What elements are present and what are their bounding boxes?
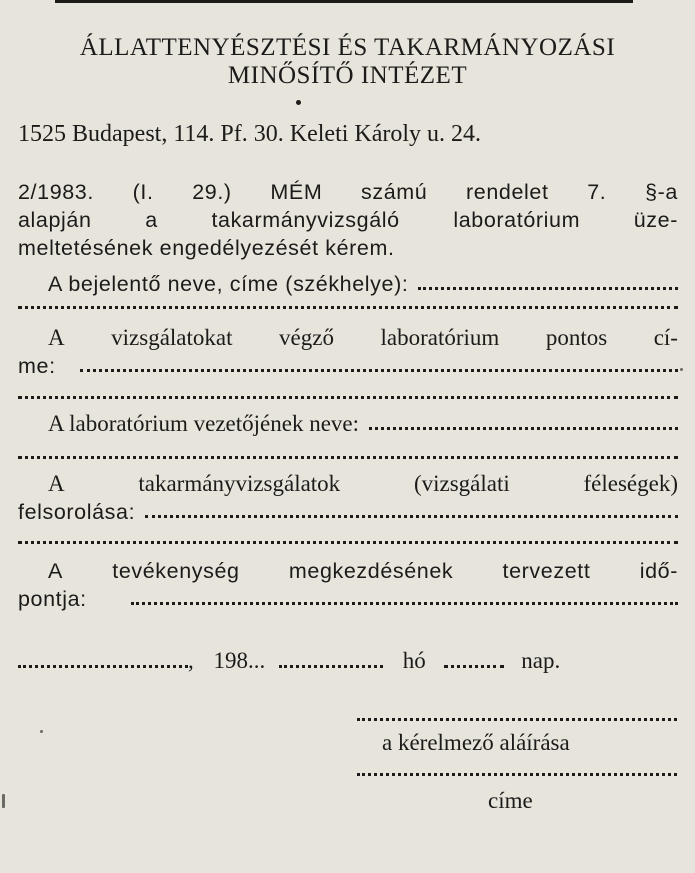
word: (vizsgálati [413,471,510,496]
lab-head-field[interactable] [18,410,678,438]
place-dotted-line[interactable] [18,665,188,668]
lab-address-dotted-line[interactable] [80,369,678,372]
word: vizsgálatokat [111,325,233,350]
intro-line-2 [18,206,678,234]
feed-tests-dotted-line[interactable] [145,515,678,518]
word: laboratórium [453,208,581,232]
lab-address-dotted-line-2[interactable] [18,396,678,399]
start-date-dotted-line[interactable] [131,602,678,605]
word: A [48,559,63,583]
word: takarmányvizsgálatok [138,471,341,496]
word: MÉM [270,180,323,204]
month-dotted-line[interactable] [279,665,383,668]
year: 198... [213,648,266,673]
word: A [48,471,65,496]
word: (I. [132,180,154,204]
start-date-label-end: pontja: [18,587,87,611]
lab-head-dotted-line-2[interactable] [18,456,678,459]
word: végző [279,325,334,350]
word: számú [361,180,428,204]
word: 29.) [192,180,232,204]
signature-dotted-line[interactable] [357,718,677,721]
word: rendelet [466,180,549,204]
word: pontos [545,325,608,350]
word: a [145,208,158,232]
word: A [48,325,65,350]
word: féleségek) [583,471,678,496]
address-caption: címe [488,788,533,813]
month-word: hó [402,648,426,673]
word: megkezdésének [288,559,454,583]
feed-tests-dotted-line-2[interactable] [18,541,678,544]
word: tervezett [502,559,591,583]
address-dotted-line[interactable] [357,773,677,776]
feed-tests-label-end: felsorolása: [18,500,136,524]
lab-head-dotted-line[interactable] [369,427,678,430]
institute-address: 1525 Budapest, 114. Pf. 30. Keleti Károly u. 24. [18,121,482,147]
word: takarmányvizsgáló [211,208,400,232]
date-line [18,648,560,674]
place-comma: , [188,648,194,673]
institute-title-line1: ÁLLATTENYÉSZTÉSI ÉS TAKARMÁNYOZÁSI [79,34,616,61]
print-speck [680,368,683,371]
applicant-dotted-line-2[interactable] [18,306,678,309]
word: alapján [18,208,92,232]
signature-caption: a kérelmező aláírása [382,730,570,755]
word: idő- [639,559,678,583]
day-word: nap. [521,648,561,673]
start-date-field[interactable] [18,585,678,613]
word: üze- [633,208,678,232]
applicant-label: A bejelentő neve, címe (székhelye): [48,272,409,296]
word: laboratórium [380,325,500,350]
applicant-field[interactable] [18,270,678,298]
print-speck [40,730,43,733]
start-date-line-1 [18,557,678,585]
intro-line-3: meltetésének engedélyezését kérem. [18,236,395,260]
feed-tests-field[interactable] [18,498,678,526]
lab-address-field[interactable] [18,352,678,380]
lab-head-label: A laboratórium vezetőjének neve: [48,411,360,436]
top-rule [55,0,633,3]
word: cí- [653,325,678,350]
lab-address-label-end: me: [18,354,56,378]
separator-dot [296,100,301,105]
feed-tests-line-1 [18,470,678,498]
institute-title-line2: MINŐSÍTŐ INTÉZET [227,62,468,89]
lab-address-line-1 [18,324,678,352]
word: §-a [645,180,678,204]
word: 7. [587,180,607,204]
day-dotted-line[interactable] [444,665,504,668]
intro-line-1 [18,178,678,206]
word: 2/1983. [18,180,94,204]
applicant-dotted-line[interactable] [418,287,678,290]
margin-mark [2,794,5,808]
word: tevékenység [112,559,240,583]
